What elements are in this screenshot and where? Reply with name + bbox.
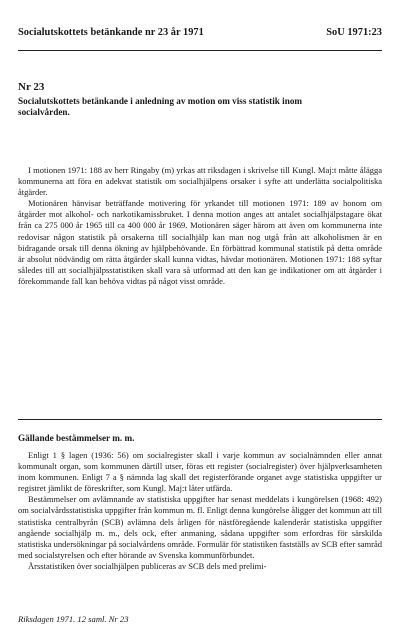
page-footer: Riksdagen 1971. 12 saml. Nr 23 [18,614,129,624]
report-number: Nr 23 [18,81,45,93]
report-title: Socialutskottets betänkande i anledning av motion om viss statistik inom socialvården. [18,96,303,117]
section-heading: Gällande bestämmelser m. m. [18,433,135,443]
page-header [18,27,382,38]
regulations-section [18,450,382,572]
header-title: Socialutskottets betänkande nr 23 år 1971 [18,27,204,38]
header-rule [18,50,382,51]
paragraph: Enligt 1 § lagen (1936: 56) om socialregister skall i varje kommun av socialnämnden eller annat kommunalt organ, som kommunen därtill utser, föras ett register (socialregister) över hjälpverksamheten inom kommunen. Enligt 7 a § nämnda lag skall det registerförande organet avge statistiska uppgifter ur registret jämlikt de föreskrifter, som Kungl. Maj:t låter utfärda. [18,450,382,494]
header-document-id: SoU 1971:23 [326,27,382,38]
section-rule [18,419,382,420]
motion-section [18,165,382,287]
paragraph: Årsstatistiken över socialhjälpen publiceras av SCB dels med prelimi- [28,560,267,571]
paragraph: I motionen 1971: 188 av herr Ringaby (m) yrkas att riksdagen i skrivelse till Kungl. Maj:t måtte ålägga kommunerna att föra en adekvat statistik om socialhjälpens orsaker i syfte att underlätta socialpolitiska åtgärder. [18,165,382,198]
paragraph: Motionären hänvisar beträffande motivering för yrkandet till motionen 1971: 189 av honom om åtgärder mot alkohol- och narkotikamissbruket. I denna motion anges att antalet socialhjälpstagare ökat från ca 275 000 år 1965 till ca 400 000 år 1969. Motionären säger härom att även om kommunerna inte redovisar någon statistik på orsakerna till socialhjälp kan man nog utgå från att alkoholismen är en bidragande orsak till denna ökning av hjälpbehövande. En förbättrad kommunal statistik på detta område är absolut nödvändig om rätta åtgärder skall kunna vidtas, hävdar motionären. Motionen 1971: 188 syftar således till att socialhjälpsstatistiken skall vara så utformad att den kan ge indikationer om att åtgärder i förekommande fall kan behöva vidtas på något visst område. [18,198,382,286]
paragraph: Bestämmelser om avlämnande av statistiska uppgifter har senast meddelats i kungörelsen (1968: 492) om socialvårdsstatistiska uppgifter från kommun m. fl. Enligt denna kungörelse åligger det kommun att till statistiska centralbyrån (SCB) avlämna dels årligen för nästföregående kalenderår statistiska uppgifter angående socialhjälp m. m., dels ock, efter anmaning, sådana uppgifter som erfordras för särskilda statistiska undersökningar på socialvårdens område. Formulär för statistiken fastställs av SCB efter samråd med socialstyrelsen och efter hörande av Svenska kommunförbundet. [18,494,383,560]
